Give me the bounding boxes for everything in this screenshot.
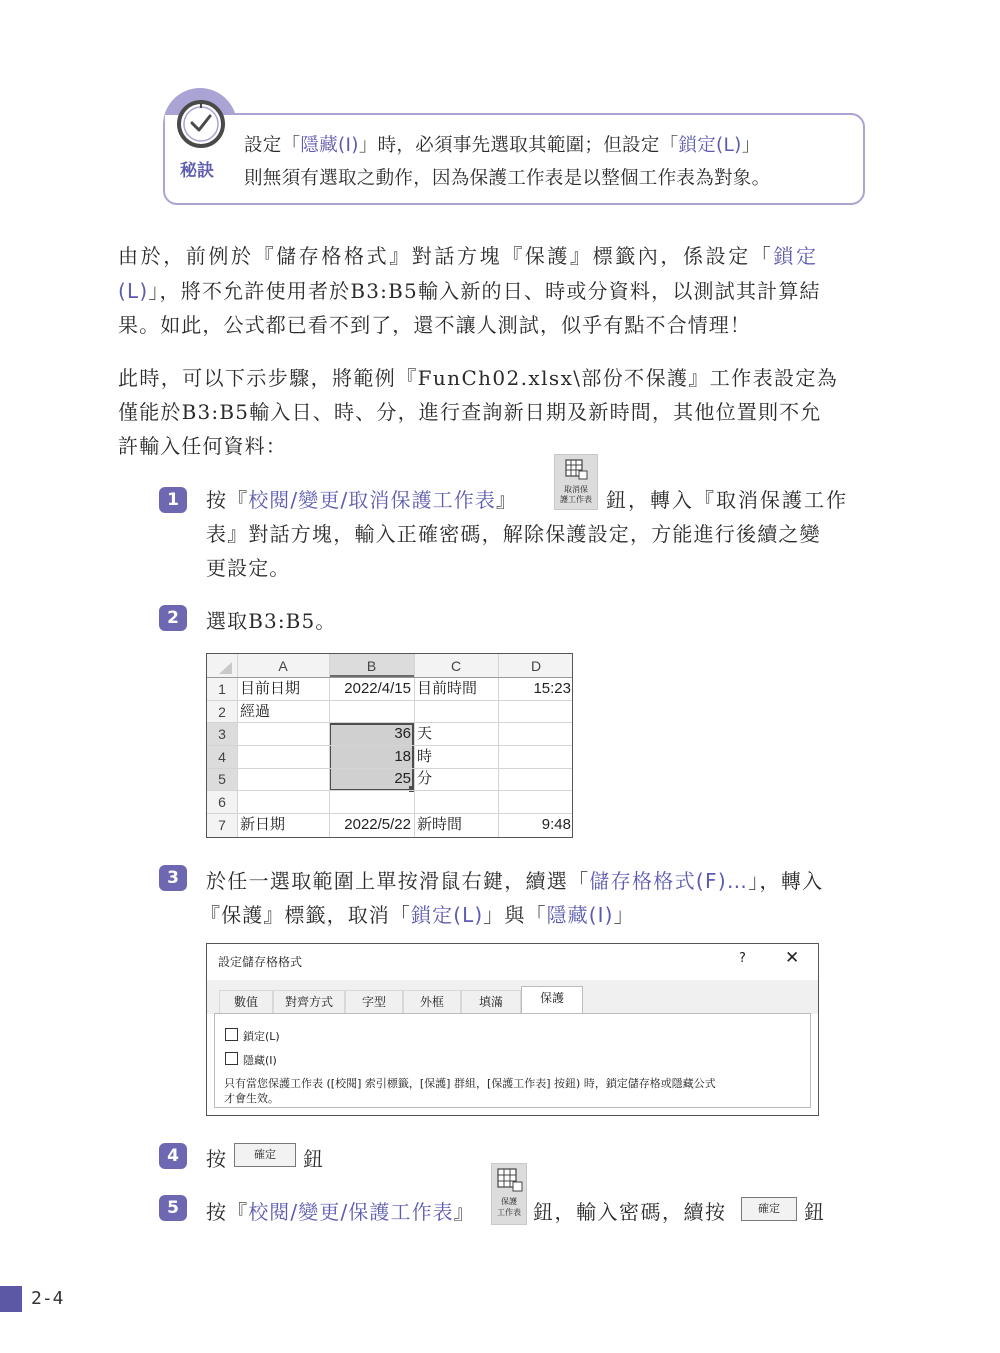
step-1-line2: 表』對話方塊，輸入正確密碼，解除保護設定，方能進行後續之變 [206, 522, 821, 546]
ok-button-image[interactable]: 確定 [741, 1197, 797, 1221]
cell-c7[interactable]: 新時間 [417, 816, 463, 833]
step-5-badge: 5 [159, 1195, 187, 1221]
para2-line1: 此時，可以下示步驟，將範例『FunCh02.xlsx\部份不保護』工作表設定為 [118, 366, 839, 390]
sheet-grid-icon [497, 1168, 523, 1192]
step-2-text: 選取B3:B5。 [206, 609, 337, 633]
tip-label: 秘訣 [180, 161, 214, 181]
close-icon[interactable]: ✕ [785, 948, 800, 968]
step-1-line1-end: 鈕，轉入『取消保護工作 [606, 488, 848, 512]
hidden-checkbox[interactable] [225, 1052, 238, 1065]
protection-note-1: 只有當您保護工作表 ([校閱] 索引標籤，[保護] 群組，[保護工作表] 按鈕) 時，鎖定儲存格或隱藏公式 [224, 1077, 716, 1090]
para1-line3: 果。如此，公式都已看不到了，還不讓人測試，似乎有點不合情理！ [118, 313, 751, 337]
cell-a7[interactable]: 新日期 [240, 816, 286, 833]
tab-number[interactable]: 數值 [219, 990, 273, 1014]
row-header[interactable]: 3 [218, 726, 226, 742]
tip-line-2: 則無須有選取之動作，因為保護工作表是以整個工作表為對象。 [244, 168, 771, 189]
cell-a1[interactable]: 目前日期 [240, 680, 301, 697]
tab-border[interactable]: 外框 [403, 990, 461, 1014]
para1-line1: 由於，前例於『儲存格格式』對話方塊『保護』標籤內，係設定「鎖定 [118, 244, 819, 268]
para2-line3: 許輸入任何資料： [118, 434, 287, 458]
cell-b7[interactable]: 2022/5/22 [344, 816, 411, 833]
step-3-line1: 於任一選取範圍上單按滑鼠右鍵，續選「儲存格格式(F)…」，轉入 [206, 869, 824, 893]
protection-note-2: 才會生效。 [224, 1092, 279, 1105]
cell-b5[interactable]: 25 [394, 770, 411, 787]
sheet-grid-icon [565, 459, 589, 481]
row-header[interactable]: 7 [218, 817, 226, 833]
locked-checkbox[interactable] [225, 1028, 238, 1041]
step-5-post1: 鈕，輸入密碼，續按 [533, 1200, 727, 1224]
cell-b4[interactable]: 18 [394, 748, 411, 765]
cell-d7[interactable]: 9:48 [541, 816, 571, 833]
step-1-line3: 更設定。 [206, 556, 291, 580]
para2-line2: 僅能於B3:B5輸入日、時、分，進行查詢新日期及新時間，其他位置則不允 [118, 400, 822, 424]
select-all-icon[interactable] [217, 661, 233, 675]
step-4-pre: 按 [206, 1147, 228, 1171]
tab-strip [207, 980, 818, 1014]
locked-label[interactable]: 鎖定(L) [243, 1030, 280, 1043]
step-4-post: 鈕 [303, 1147, 325, 1171]
row-header[interactable]: 1 [218, 681, 226, 697]
cell-a2[interactable]: 經過 [240, 703, 271, 720]
step-3-badge: 3 [159, 865, 187, 891]
step-5-line: 按『校閱/變更/保護工作表』 [206, 1200, 475, 1224]
tab-alignment[interactable]: 對齊方式 [273, 990, 345, 1014]
protect-sheet-icon[interactable]: 保護 工作表 [491, 1163, 527, 1225]
tab-fill[interactable]: 填滿 [461, 990, 521, 1014]
protection-panel [214, 1013, 811, 1108]
step-5-post2: 鈕 [804, 1200, 826, 1224]
row-header[interactable]: 2 [218, 704, 226, 720]
tab-font[interactable]: 字型 [345, 990, 403, 1014]
tip-line-1: 設定「隱藏(I)」時，必須事先選取其範圍；但設定「鎖定(L)」 [244, 135, 761, 156]
step-1-badge: 1 [159, 487, 187, 513]
unprotect-sheet-icon[interactable]: 取消保 護工作表 [554, 454, 598, 510]
ok-button-image[interactable]: 確定 [234, 1143, 296, 1167]
clock-icon [175, 98, 227, 150]
cell-b1[interactable]: 2022/4/15 [344, 680, 411, 697]
cell-d1[interactable]: 15:23 [533, 680, 571, 697]
column-header-b[interactable]: B [366, 658, 377, 674]
help-button[interactable]: ? [739, 951, 746, 966]
tab-protection[interactable]: 保護 [521, 986, 583, 1015]
cell-c1[interactable]: 目前時間 [417, 680, 478, 697]
step-4-badge: 4 [159, 1143, 187, 1169]
cell-c3[interactable]: 天 [417, 725, 433, 742]
page-marker [0, 1286, 22, 1312]
format-cells-dialog [206, 943, 819, 1116]
step-3-line2: 『保護』標籤，取消「鎖定(L)」與「隱藏(I)」 [200, 903, 635, 927]
dialog-title: 設定儲存格格式 [218, 955, 303, 969]
cell-c5[interactable]: 分 [417, 770, 433, 787]
hidden-label[interactable]: 隱藏(I) [243, 1054, 277, 1067]
para1-line2: (L)」，將不允許使用者於B3:B5輸入新的日、時或分資料，以測試其計算結 [118, 279, 821, 303]
column-header-d[interactable]: D [530, 658, 542, 674]
cell-b3[interactable]: 36 [394, 725, 411, 742]
column-header-c[interactable]: C [450, 658, 462, 674]
step-1-line1: 按『校閱/變更/取消保護工作表』 [206, 488, 518, 512]
page-number: 2-4 [31, 1288, 64, 1309]
cell-c4[interactable]: 時 [417, 748, 433, 765]
column-header-a[interactable]: A [278, 658, 288, 674]
spreadsheet [206, 653, 573, 838]
row-header[interactable]: 6 [218, 794, 226, 810]
row-header[interactable]: 4 [218, 749, 226, 765]
tip-box [163, 113, 865, 205]
step-2-badge: 2 [159, 605, 187, 631]
row-header[interactable]: 5 [218, 771, 226, 787]
